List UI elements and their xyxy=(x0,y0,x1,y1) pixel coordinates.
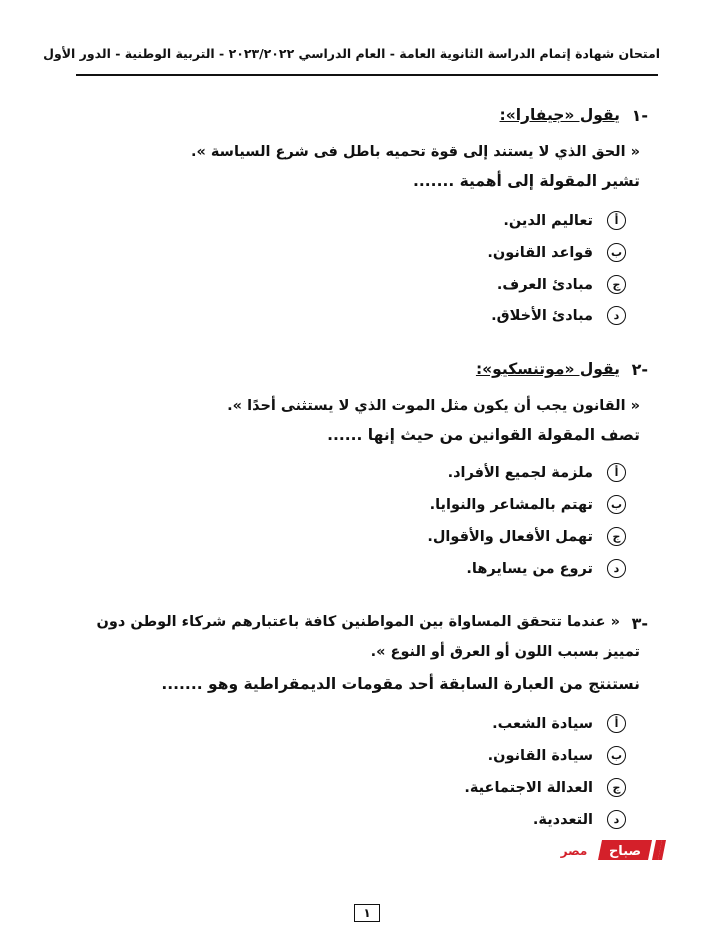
option-letter: د xyxy=(607,810,626,829)
question-3-option-c[interactable] xyxy=(464,778,626,797)
option-text: العدالة الاجتماعية. xyxy=(464,779,593,796)
option-text: سيادة القانون. xyxy=(487,747,593,764)
option-text: قواعد القانون. xyxy=(487,244,593,261)
question-1-quote: « الحق الذي لا يستند إلى قوة تحميه باطل فى شرع السياسة ». xyxy=(190,144,640,160)
question-3-option-a[interactable] xyxy=(492,714,626,733)
question-2-option-a[interactable] xyxy=(448,463,626,482)
question-3-statement-line-1: « عندما تتحقق المساواة بين المواطنين كافة باعتبارهم شركاء الوطن دون xyxy=(96,614,620,630)
option-text: التعددية. xyxy=(532,811,593,828)
option-letter: ب xyxy=(607,243,626,262)
logo-sub-text: مصر xyxy=(560,844,588,858)
question-1-number: -١ xyxy=(631,106,648,125)
question-3-statement-line-2: تمييز بسبب اللون أو العرق أو النوع ». xyxy=(370,644,640,660)
option-text: مبادئ العرف. xyxy=(496,276,593,293)
sabah-masr-logo xyxy=(556,838,666,862)
option-letter: د xyxy=(607,306,626,325)
question-1-option-a[interactable] xyxy=(503,211,626,230)
option-text: تهمل الأفعال والأقوال. xyxy=(427,528,593,545)
question-3-prompt: نستنتج من العبارة السابقة أحد مقومات الديمقراطية وهو ....... xyxy=(161,675,640,693)
option-letter: أ xyxy=(607,714,626,733)
option-text: سيادة الشعب. xyxy=(492,715,593,732)
option-letter: ب xyxy=(607,495,626,514)
question-1-option-b[interactable] xyxy=(487,243,626,262)
question-1-option-c[interactable] xyxy=(497,275,626,294)
option-text: مبادئ الأخلاق. xyxy=(491,307,593,324)
option-text: تعاليم الدين. xyxy=(503,212,593,229)
question-1-prompt: تشير المقولة إلى أهمية ....... xyxy=(413,172,640,190)
question-2-number: -٢ xyxy=(631,360,648,379)
option-letter: أ xyxy=(607,211,626,230)
option-letter: ج xyxy=(607,527,626,546)
option-text: ملزمة لجميع الأفراد. xyxy=(447,464,593,481)
option-text: تروع من يسايرها. xyxy=(466,560,593,577)
question-2-prompt: تصف المقولة القوانين من حيث إنها ...... xyxy=(327,426,640,444)
page-number: ١ xyxy=(354,904,380,922)
exam-header: امتحان شهادة إتمام الدراسة الثانوية العامة - العام الدراسي ٢٠٢٣/٢٠٢٢ - التربية الوطنية - الدور الأول xyxy=(43,46,660,61)
option-letter: د xyxy=(607,559,626,578)
question-3-option-d[interactable] xyxy=(533,810,626,829)
question-1-intro: يقول «جيفارا»: xyxy=(499,106,620,124)
logo-main-text: صباح xyxy=(608,844,642,859)
header-rule xyxy=(76,74,658,76)
option-letter: ج xyxy=(607,778,626,797)
question-2-option-d[interactable] xyxy=(466,559,626,578)
question-3-option-b[interactable] xyxy=(488,746,626,765)
question-3-number: -٣ xyxy=(631,614,648,633)
question-2-option-b[interactable] xyxy=(430,495,626,514)
question-2-quote: « القانون يجب أن يكون مثل الموت الذي لا يستثنى أحدًا ». xyxy=(227,398,640,414)
question-2-option-c[interactable] xyxy=(427,527,626,546)
question-2-intro: يقول «موتنسكيو»: xyxy=(475,360,620,378)
option-text: تهتم بالمشاعر والنوايا. xyxy=(429,496,593,513)
question-1-option-d[interactable] xyxy=(491,306,626,325)
option-letter: أ xyxy=(607,463,626,482)
option-letter: ج xyxy=(607,275,626,294)
option-letter: ب xyxy=(607,746,626,765)
